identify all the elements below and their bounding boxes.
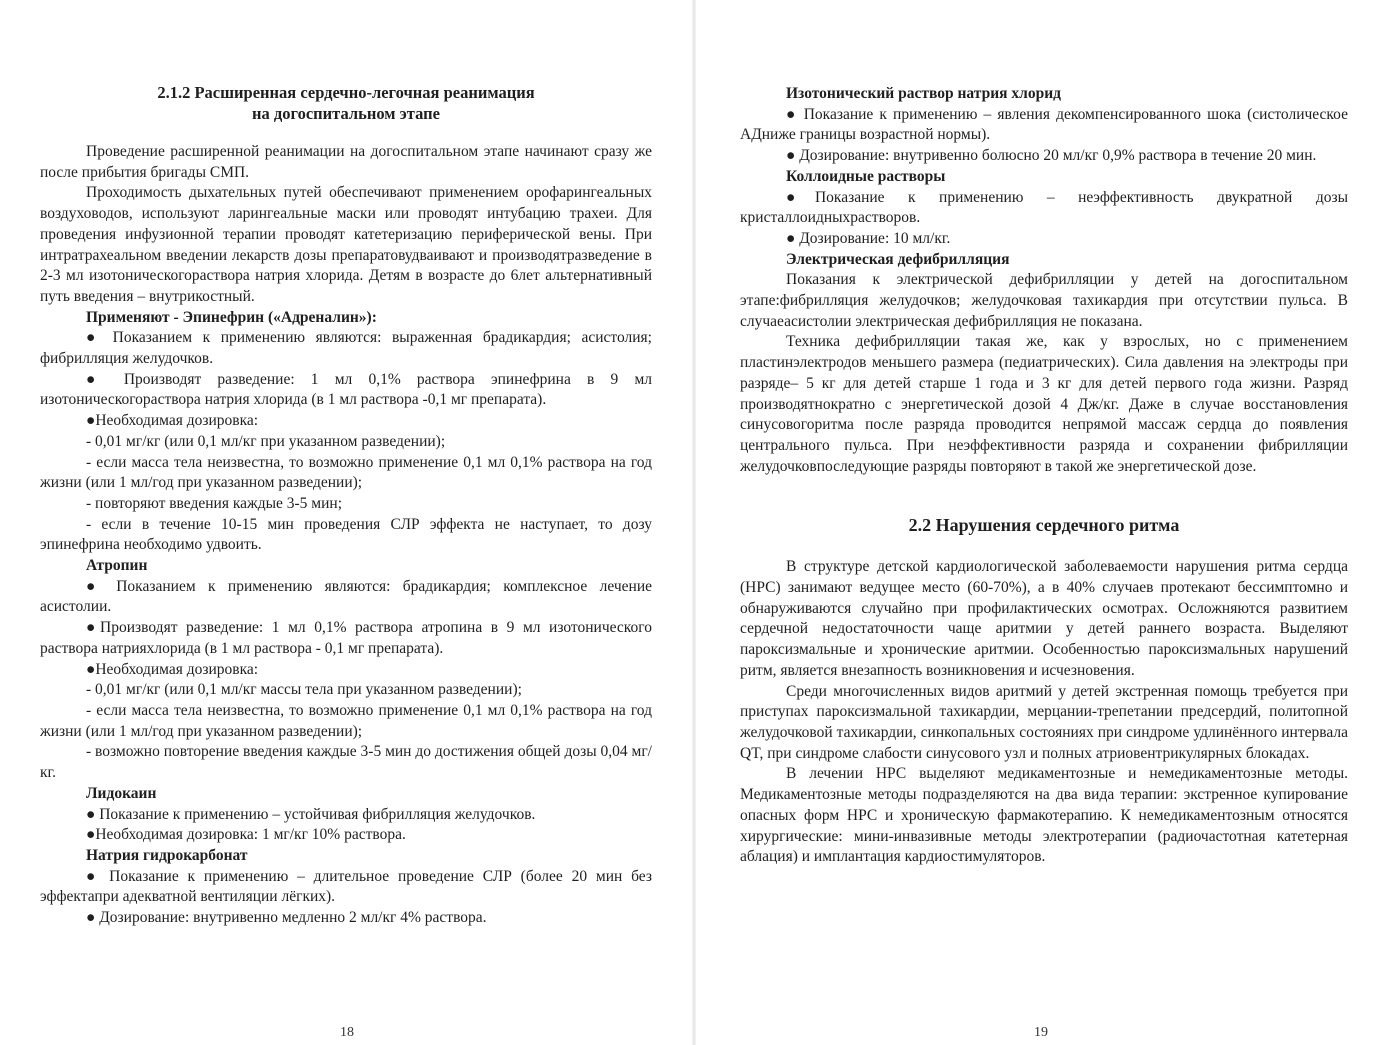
- drug-heading-colloids: Коллоидные растворы: [786, 167, 946, 185]
- page-number-left: 18: [340, 1025, 354, 1040]
- page-number-right: 19: [1034, 1025, 1048, 1040]
- drug-line: ●Необходимая дозировка: 1 мг/кг 10% раствора.: [86, 826, 406, 844]
- drug-line: - повторяют введения каждые 3-5 мин;: [86, 494, 342, 512]
- drug-line: ●Необходимая дозировка:: [86, 660, 259, 678]
- section-title-line-2: на догоспитальном этапе: [252, 104, 440, 123]
- drug-line: ●Необходимая дозировка:: [86, 412, 259, 430]
- drug-line: ● Показание к применению – длительное проведение СЛР (более 20 мин без эффектапри адекватной вентиляции лёгких).: [40, 867, 652, 906]
- chapter-title: 2.2 Нарушения сердечного ритма: [908, 515, 1180, 536]
- paragraph-defib-indications: Показания к электрической дефибрилляции у детей на догоспитальном этапе:фибрилляция желудочков; желудочковая тахикардия при отсутствии пульса. В случаеасистолии электрическая дефибрилляция не показана.: [740, 271, 1348, 330]
- drug-heading-bicarbonate: Натрия гидрокарбонат: [86, 846, 248, 864]
- paragraph-arrhythmia-emergency: Среди многочисленных видов аритмий у детей экстренная помощь требуется при приступах пароксизмальной тахикардии, мерцании-трепетании предсердий, политопной желудочковой тахикардии, синкопальных состояниях при синдроме удлинённого интервала QT, при синдроме слабости синусового узл и полных атриовентрикулярных блокадах.: [740, 682, 1348, 762]
- drug-line: ● Производят разведение: 1 мл 0,1% раствора эпинефрина в 9 мл изотоническогораствора натрия хлорида (в 1 мл раствора -0,1 мг препарата).: [40, 370, 652, 409]
- paragraph-intro: Проведение расширенной реанимации на догоспитальном этапе начинают сразу же после прибытия бригады СМП.: [40, 143, 652, 181]
- section-title-line-1: 2.1.2 Расширенная сердечно-легочная реанимация: [157, 83, 535, 102]
- drug-heading-atropine: Атропин: [86, 557, 148, 575]
- drug-heading-saline: Изотонический раствор натрия хлорид: [786, 85, 1061, 102]
- paragraph-arrhythmia-treatment: В лечении НРС выделяют медикаментозные и немедикаментозные методы. Медикаментозные методы подразделяются на два вида терапии: экстренное купирование опасных форм НРС и хроническую фармакотерапию. К немедикаментозным относятся хирургические: мини-инвазивные методы электротерапии (радиочастотная катетерная аблация) и имплантация кардиостимуляторов.: [740, 765, 1348, 866]
- drug-heading-lidocaine: Лидокаин: [86, 784, 157, 802]
- drug-line: ● Дозирование: внутривенно медленно 2 мл/кг 4% раствора.: [86, 909, 487, 927]
- drug-heading-epinephrine: Применяют - Эпинефрин («Адреналин»):: [86, 308, 377, 326]
- paragraph-defib-technique: Техника дефибрилляции такая же, как у взрослых, но с применением пластинэлектродов меньшего размера (педиатрических). Сила давления на электроды при разряде– 5 кг для детей старше 1 года и 3 кг для детей первого года жизни. Разряд производятнократно с энергетической дозой 4 Дж/кг. Даже в случае восстановления синусовогоритма после разряда проводится непрямой массаж сердца до появления центрального пульса. При неэффективности разряда и сохранении фибрилляции желудочковпоследующие разряды повторяют в такой же энергетической дозе.: [740, 333, 1348, 475]
- drug-line: ●Показание к применению – неэффективность двукратной дозы кристаллоидныхрастворов.: [740, 188, 1348, 227]
- drug-line: - если масса тела неизвестна, то возможно применение 0,1 мл 0,1% раствора на год жизни (или 1 мл/год при указанном разведении);: [40, 701, 652, 740]
- drug-line: ● Показанием к применению являются: брадикардия; комплексное лечение асистолии.: [40, 577, 652, 616]
- drug-line: ● Дозирование: 10 мл/кг.: [786, 229, 951, 247]
- drug-line: ● Дозирование: внутривенно болюсно 20 мл/кг 0,9% раствора в течение 20 мин.: [786, 147, 1317, 165]
- heading-defibrillation: Электрическая дефибрилляция: [786, 250, 1010, 268]
- drug-line: - если масса тела неизвестна, то возможно применение 0,1 мл 0,1% раствора на год жизни (или 1 мл/год при указанном разведении);: [40, 453, 652, 492]
- page-right: [694, 0, 1388, 1045]
- drug-line: ● Показание к применению – устойчивая фибрилляция желудочков.: [86, 805, 536, 823]
- section-title: [40, 82, 652, 124]
- drug-line: - возможно повторение введения каждые 3-5 мин до достижения общей дозы 0,04 мг/кг.: [40, 743, 652, 782]
- drug-line: - если в течение 10-15 мин проведения СЛР эффекта не наступает, то дозу эпинефрина необходимо удвоить.: [40, 515, 652, 554]
- drug-line: ● Показание к применению – явления декомпенсированного шока (систолическое АДниже границы возрастной нормы).: [740, 105, 1348, 144]
- paragraph-arrhythmia-structure: В структуре детской кардиологической заболеваемости нарушения ритма сердца (НРС) занимают ведущее место (60-70%), а в 40% случаев протекают бессимптомно и обнаруживаются случайно при профилактических осмотрах. Осложняются развитием сердечной недостаточности чаще аритмии у детей раннего возраста. Выделяют пароксизмальные и хронические аритмии. Особенностью пароксизмальных нарушений ритм, является внезапность возникновения и исчезновения.: [740, 558, 1348, 679]
- drug-line: - 0,01 мг/кг (или 0,1 мл/кг массы тела при указанном разведении);: [86, 681, 522, 699]
- drug-line: ●Производят разведение: 1 мл 0,1% раствора атропина в 9 мл изотонического раствора натрияхлорида (в 1 мл раствора - 0,1 мг препарата).: [40, 619, 652, 657]
- paragraph-airway: Проходимость дыхательных путей обеспечивают применением орофарингеальных воздуховодов, используют ларингеальные маски или проводят интубацию трахеи. Для проведения инфузионной терапии проводят катетеризацию периферической вены. При интратрахеальном введении лекарств дозы препаратовудваивают и производятразведение в 2-3 мл изотоническогораствора натрия хлорида. Детям в возрасте до 6лет альтернативный путь введения – внутрикостный.: [40, 184, 652, 305]
- drug-line: ● Показанием к применению являются: выраженная брадикардия; асистолия; фибрилляция желудочков.: [40, 329, 652, 368]
- drug-line: - 0,01 мг/кг (или 0,1 мл/кг при указанном разведении);: [86, 432, 446, 450]
